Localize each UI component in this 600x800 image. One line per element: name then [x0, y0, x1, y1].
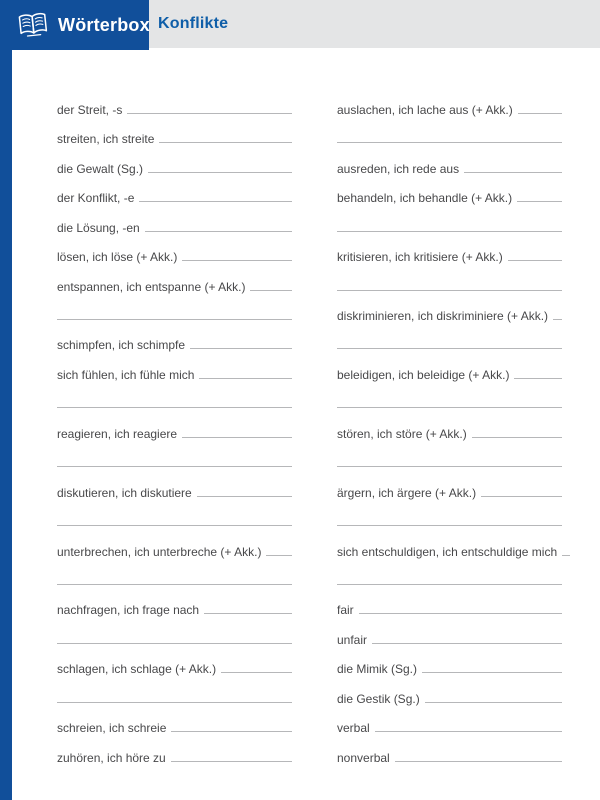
answer-line-continuation: [57, 382, 292, 411]
answer-line: [517, 201, 562, 202]
vocab-entry: [337, 176, 562, 205]
vocab-entry: [57, 146, 292, 175]
answer-line-continuation: [337, 205, 562, 234]
vocab-term: unterbrechen, ich unterbreche (+ Akk.): [57, 544, 262, 559]
vocab-term: die Lösung, -en: [57, 220, 140, 235]
vocab-term: nachfragen, ich frage nach: [57, 603, 200, 618]
answer-line: [472, 437, 562, 438]
answer-line: [171, 761, 292, 762]
answer-line-continuation: [57, 617, 292, 646]
vocab-entry: [57, 588, 292, 617]
vocab-entry: [337, 352, 562, 381]
answer-line: [337, 466, 562, 467]
vocab-entry: [337, 706, 562, 735]
answer-line: [337, 348, 562, 349]
vocab-entry: [57, 706, 292, 735]
answer-line: [182, 260, 292, 261]
vocab-entry: [57, 88, 292, 117]
answer-line: [266, 555, 292, 556]
answer-line: [204, 613, 292, 614]
answer-line-continuation: [337, 264, 562, 293]
answer-line: [395, 761, 562, 762]
answer-line-continuation: [337, 117, 562, 146]
answer-line: [199, 378, 292, 379]
vocab-term: die Gewalt (Sg.): [57, 161, 144, 176]
answer-line: [337, 142, 562, 143]
answer-line: [359, 613, 562, 614]
vocab-term: diskutieren, ich diskutiere: [57, 485, 192, 500]
left-accent-bar: [0, 0, 12, 800]
answer-line-continuation: [337, 500, 562, 529]
vocab-term: unfair: [337, 632, 368, 647]
answer-line: [57, 584, 292, 585]
vocab-term: ärgern, ich ärgere (+ Akk.): [337, 485, 477, 500]
answer-line-continuation: [57, 500, 292, 529]
answer-line: [372, 643, 562, 644]
vocab-term: beleidigen, ich beleidige (+ Akk.): [337, 367, 510, 382]
vocab-term: entspannen, ich entspanne (+ Akk.): [57, 279, 246, 294]
answer-line: [553, 319, 562, 320]
vocab-entry: [337, 588, 562, 617]
answer-line: [508, 260, 562, 261]
answer-line: [337, 584, 562, 585]
vocab-term: kritisieren, ich kritisiere (+ Akk.): [337, 250, 503, 265]
vocab-entry: [57, 323, 292, 352]
vocab-term: lösen, ich löse (+ Akk.): [57, 250, 178, 265]
answer-line: [171, 731, 292, 732]
answer-line-continuation: [57, 294, 292, 323]
vocab-term: fair: [337, 603, 354, 618]
vocab-entry: [337, 676, 562, 705]
vocab-term: der Streit, -s: [57, 102, 123, 117]
answer-line: [250, 290, 292, 291]
vocab-entry: [337, 146, 562, 175]
vocab-entry: [57, 529, 292, 558]
vocab-entry: [337, 617, 562, 646]
vocab-term: schreien, ich schreie: [57, 721, 167, 736]
vocab-term: auslachen, ich lache aus (+ Akk.): [337, 102, 513, 117]
vocab-term: sich entschuldigen, ich entschuldige mich: [337, 544, 558, 559]
answer-line: [425, 702, 562, 703]
vocab-term: verbal: [337, 721, 370, 736]
answer-line: [337, 525, 562, 526]
answer-line: [190, 348, 292, 349]
vocab-column-right: [337, 88, 562, 765]
answer-line: [518, 113, 562, 114]
vocab-term: die Gestik (Sg.): [337, 691, 420, 706]
open-book-icon: [16, 9, 51, 40]
answer-line-continuation: [57, 559, 292, 588]
vocab-term: schimpfen, ich schimpfe: [57, 338, 186, 353]
brand-header: [0, 0, 149, 50]
answer-line: [514, 378, 562, 379]
answer-line: [481, 496, 562, 497]
answer-line: [148, 172, 292, 173]
vocab-entry: [57, 352, 292, 381]
vocab-entry: [57, 264, 292, 293]
answer-line: [422, 672, 562, 673]
vocab-entry: [337, 294, 562, 323]
vocab-entry: [57, 176, 292, 205]
answer-line-continuation: [337, 559, 562, 588]
vocab-entry: [337, 647, 562, 676]
answer-line-continuation: [57, 441, 292, 470]
vocab-term: der Konflikt, -e: [57, 191, 135, 206]
vocab-entry: [337, 470, 562, 499]
vocab-entry: [57, 235, 292, 264]
vocab-term: streiten, ich streite: [57, 132, 155, 147]
vocab-entry: [337, 235, 562, 264]
vocab-term: sich fühlen, ich fühle mich: [57, 367, 195, 382]
vocab-term: die Mimik (Sg.): [337, 662, 418, 677]
vocab-term: ausreden, ich rede aus: [337, 161, 460, 176]
answer-line: [57, 525, 292, 526]
vocab-term: nonverbal: [337, 750, 390, 765]
topic-title: Konflikte: [158, 15, 229, 32]
answer-line: [57, 319, 292, 320]
answer-line-continuation: [337, 382, 562, 411]
vocab-term: zuhören, ich höre zu: [57, 750, 166, 765]
vocab-entry: [57, 117, 292, 146]
vocab-entry: [337, 88, 562, 117]
answer-line: [337, 231, 562, 232]
answer-line: [139, 201, 292, 202]
vocab-term: reagieren, ich reagiere: [57, 426, 178, 441]
answer-line: [182, 437, 292, 438]
answer-line-continuation: [337, 323, 562, 352]
answer-line: [145, 231, 292, 232]
answer-line: [57, 702, 292, 703]
answer-line: [375, 731, 562, 732]
answer-line: [464, 172, 562, 173]
vocab-term: diskriminieren, ich diskriminiere (+ Akk.): [337, 309, 549, 323]
answer-line: [337, 407, 562, 408]
answer-line: [197, 496, 292, 497]
answer-line: [562, 555, 570, 556]
vocab-entry: [57, 735, 292, 764]
vocab-entry: [57, 470, 292, 499]
answer-line: [159, 142, 292, 143]
vocab-term: behandeln, ich behandle (+ Akk.): [337, 191, 513, 206]
answer-line: [57, 643, 292, 644]
vocab-entry: [337, 735, 562, 764]
answer-line-continuation: [57, 676, 292, 705]
answer-line: [127, 113, 292, 114]
vocab-entry: [57, 411, 292, 440]
answer-line: [57, 466, 292, 467]
vocab-entry: [337, 411, 562, 440]
answer-line: [57, 407, 292, 408]
answer-line: [221, 672, 292, 673]
vocab-entry: [57, 647, 292, 676]
vocab-entry: [337, 529, 562, 558]
vocab-term: schlagen, ich schlage (+ Akk.): [57, 662, 217, 677]
brand-title: Wörterbox: [58, 14, 150, 35]
answer-line: [337, 290, 562, 291]
vocab-term: stören, ich störe (+ Akk.): [337, 426, 467, 441]
vocab-entry: [57, 205, 292, 234]
vocab-column-left: [57, 88, 292, 765]
answer-line-continuation: [337, 441, 562, 470]
